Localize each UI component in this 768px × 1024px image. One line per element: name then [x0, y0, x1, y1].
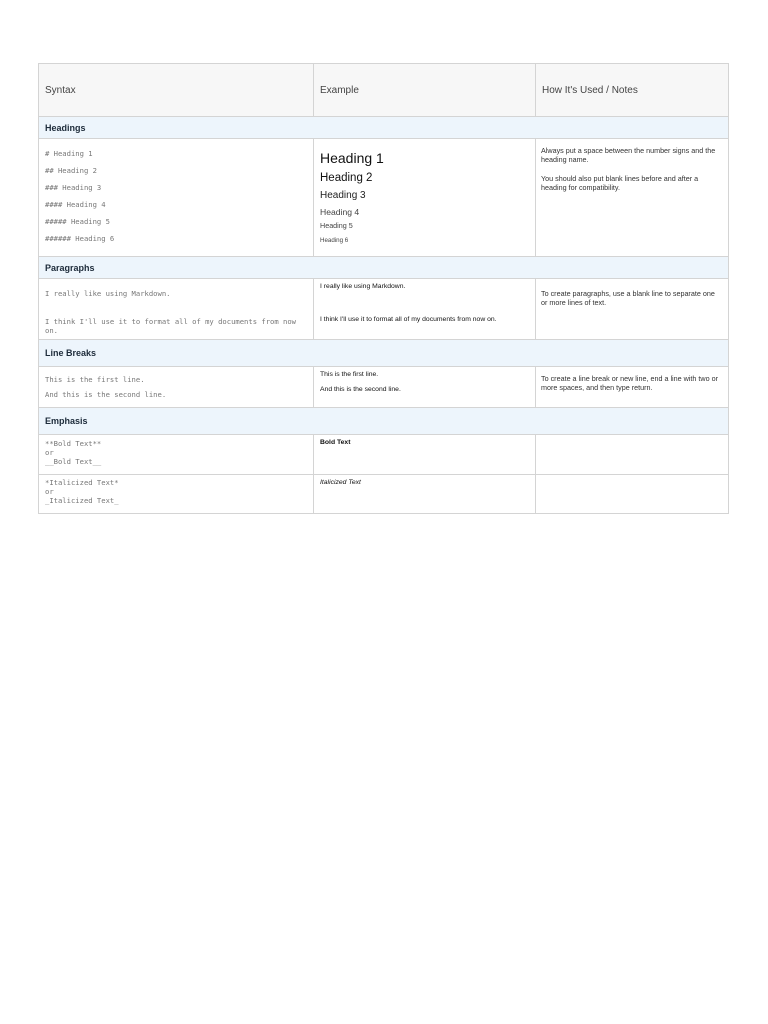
bold-example-cell — [314, 435, 536, 475]
paragraphs-notes-cell: To create paragraphs, use a blank line to separate one or more lines of text. — [536, 279, 729, 340]
headings-syntax-cell — [39, 139, 314, 257]
example-italic-text: Italicized Text — [320, 479, 361, 486]
section-row-line-breaks — [39, 340, 729, 367]
example-heading-5: Heading 5 — [320, 221, 353, 230]
syntax-line: __Bold Text__ — [45, 457, 102, 466]
example-paragraph: I really like using Markdown. — [320, 283, 406, 290]
line-breaks-syntax-cell — [39, 367, 314, 408]
header-syntax: Syntax — [39, 64, 314, 117]
paragraphs-example-cell — [314, 279, 536, 340]
italic-notes-cell — [536, 475, 729, 514]
table-row — [39, 475, 729, 514]
example-heading-3: Heading 3 — [320, 190, 366, 201]
section-title-headings: Headings — [39, 117, 729, 139]
syntax-line: And this is the second line. — [45, 390, 167, 399]
syntax-line: or — [45, 448, 54, 457]
syntax-line: *Italicized Text* — [45, 478, 119, 487]
example-line: This is the first line. — [320, 371, 379, 378]
example-paragraph: I think I'll use it to format all of my documents from now on. — [320, 316, 497, 323]
syntax-line: or — [45, 487, 54, 496]
section-row-paragraphs — [39, 257, 729, 279]
syntax-table — [38, 63, 729, 514]
syntax-line: # Heading 1 — [45, 149, 93, 158]
headings-example-cell — [314, 139, 536, 257]
syntax-line: ### Heading 3 — [45, 183, 102, 192]
italic-example-cell — [314, 475, 536, 514]
table-row — [39, 367, 729, 408]
section-row-headings — [39, 117, 729, 139]
bold-notes-cell — [536, 435, 729, 475]
section-title-paragraphs: Paragraphs — [39, 257, 729, 279]
example-line: And this is the second line. — [320, 386, 401, 393]
headings-notes-cell — [536, 139, 729, 257]
syntax-line: #### Heading 4 — [45, 200, 106, 209]
syntax-line: **Bold Text** — [45, 439, 102, 448]
example-heading-4: Heading 4 — [320, 207, 360, 217]
note-text: You should also put blank lines before and after a heading for compatibility. — [541, 173, 699, 193]
syntax-line: I think I'll use it to format all of my documents from now on. — [45, 317, 296, 336]
note-text: Always put a space between the number signs and the heading name. — [541, 146, 716, 165]
italic-syntax-cell — [39, 475, 314, 514]
table-header-row — [39, 64, 729, 117]
example-heading-2: Heading 2 — [320, 172, 373, 184]
header-notes: How It's Used / Notes — [536, 64, 729, 117]
section-row-emphasis — [39, 408, 729, 435]
syntax-line: I really like using Markdown. — [45, 289, 171, 298]
syntax-line: ###### Heading 6 — [45, 234, 115, 243]
section-title-emphasis: Emphasis — [39, 408, 729, 435]
line-breaks-example-cell — [314, 367, 536, 408]
example-heading-1: Heading 1 — [320, 150, 384, 166]
paragraphs-syntax-cell — [39, 279, 314, 340]
table-row — [39, 279, 729, 340]
table-row — [39, 435, 729, 475]
syntax-line: _Italicized Text_ — [45, 496, 119, 505]
line-breaks-notes-cell: To create a line break or new line, end a line with two or more spaces, and then type return. — [536, 367, 729, 408]
syntax-line: ##### Heading 5 — [45, 217, 110, 226]
table-row — [39, 139, 729, 257]
markdown-cheatsheet — [38, 63, 728, 514]
syntax-line: This is the first line. — [45, 375, 145, 384]
header-example: Example — [314, 64, 536, 117]
example-bold-text: Bold Text — [320, 439, 351, 446]
section-title-line-breaks: Line Breaks — [39, 340, 729, 367]
syntax-line: ## Heading 2 — [45, 166, 97, 175]
example-heading-6: Heading 6 — [320, 237, 349, 244]
bold-syntax-cell — [39, 435, 314, 475]
